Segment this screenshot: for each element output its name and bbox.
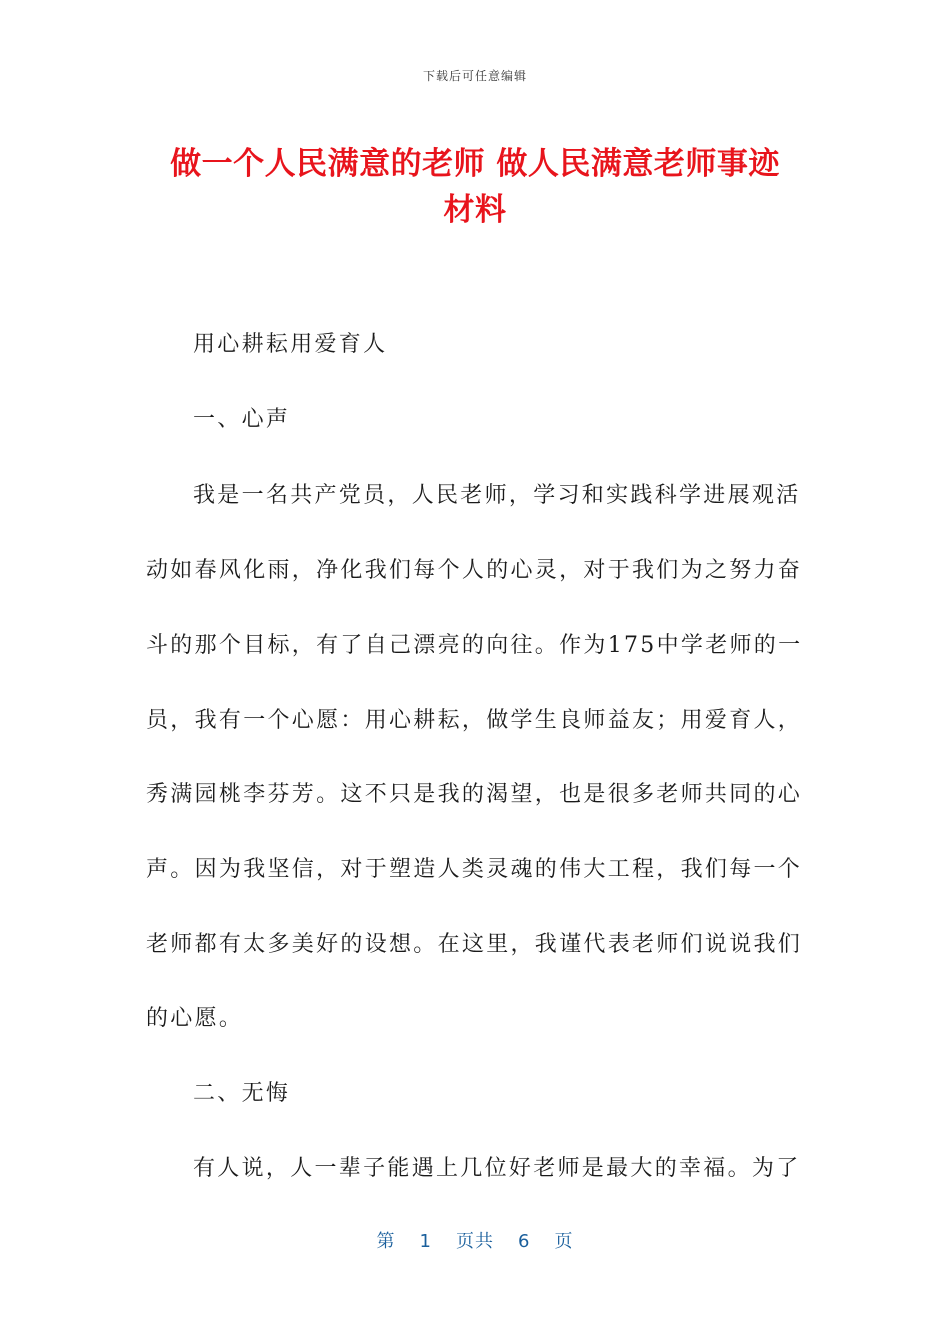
paragraph-line: 秀满园桃李芬芳。这不只是我的渴望，也是很多老师共同的心 (146, 782, 803, 807)
section-heading-1: 一、心声 (193, 407, 291, 432)
paragraph-line: 有人说，人一辈子能遇上几位好老师是最大的幸福。为了 (193, 1156, 801, 1181)
page-suffix: 页 (554, 1231, 574, 1252)
paragraph-line: 声。因为我坚信，对于塑造人类灵魂的伟大工程，我们每一个 (146, 857, 803, 882)
paragraph-line: 斗的那个目标，有了自己漂亮的向往。作为175中学老师的一 (146, 633, 803, 658)
paragraph-line: 的心愿。 (146, 1006, 244, 1031)
document-title (140, 141, 810, 233)
page-footer (0, 1227, 950, 1253)
paragraph-line: 老师都有太多美好的设想。在这里，我谨代表老师们说说我们 (146, 932, 803, 957)
page-prefix: 第 (376, 1231, 396, 1252)
title-line-1: 做一个人民满意的老师 做人民满意老师事迹 (170, 146, 780, 182)
section-heading-2: 二、无悔 (193, 1081, 291, 1106)
subtitle-line: 用心耕耘用爱育人 (193, 332, 388, 357)
paragraph-line: 员，我有一个心愿：用心耕耘，做学生良师益友；用爱育人， (146, 708, 803, 733)
paragraph-line: 我是一名共产党员，人民老师，学习和实践科学进展观活 (193, 483, 801, 508)
title-line-2: 材料 (443, 192, 507, 228)
page-middle: 页共 (456, 1231, 494, 1252)
page-number: 1 (419, 1231, 432, 1252)
paragraph-line: 动如春风化雨，净化我们每个人的心灵，对于我们为之努力奋 (146, 558, 803, 583)
page-header-note: 下载后可任意编辑 (422, 69, 527, 83)
total-pages: 6 (518, 1231, 531, 1252)
